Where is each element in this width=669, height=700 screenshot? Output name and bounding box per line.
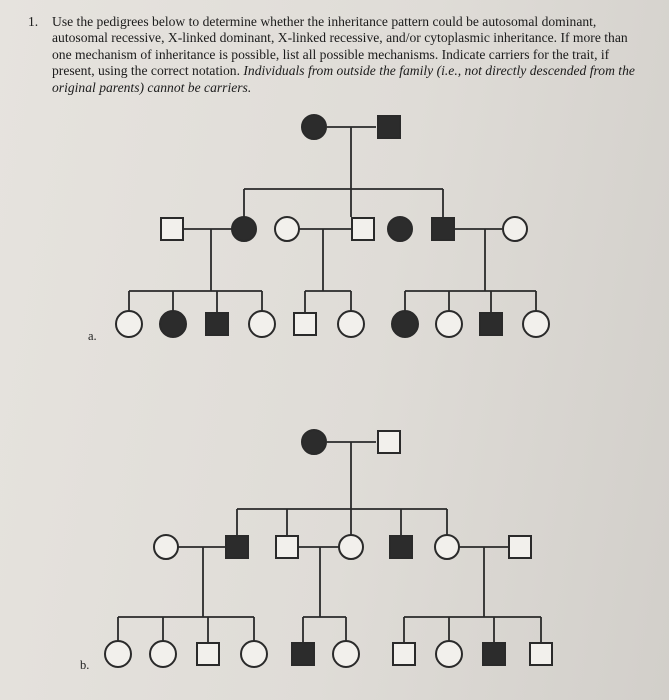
question-number: 1. bbox=[28, 14, 39, 29]
affected-male bbox=[483, 643, 505, 665]
unaffected-male bbox=[509, 536, 531, 558]
unaffected-female bbox=[154, 535, 178, 559]
unaffected-female bbox=[436, 641, 462, 667]
unaffected-female bbox=[241, 641, 267, 667]
unaffected-female bbox=[105, 641, 131, 667]
unaffected-male bbox=[197, 643, 219, 665]
unaffected-male bbox=[378, 431, 400, 453]
unaffected-male bbox=[530, 643, 552, 665]
unaffected-male bbox=[393, 643, 415, 665]
unaffected-female bbox=[150, 641, 176, 667]
unaffected-male bbox=[276, 536, 298, 558]
affected-male bbox=[292, 643, 314, 665]
unaffected-female bbox=[435, 535, 459, 559]
unaffected-female bbox=[339, 535, 363, 559]
affected-female bbox=[302, 430, 326, 454]
affected-male bbox=[226, 536, 248, 558]
part-a-label: a. bbox=[88, 329, 97, 343]
question-italic-text: Individuals from outside the family (i.e., not directly descended from the original parents) cannot be carriers. bbox=[52, 63, 635, 95]
part-b-label: b. bbox=[80, 658, 90, 672]
unaffected-female bbox=[333, 641, 359, 667]
question-main-text: Use the pedigrees below to determine whether the inheritance pattern could be autosomal dominant, autosomal recessive, X-linked dominant, X-linked recessive, and/or cytoplasmic inheritance. If more than one mechanism of inheritance is possible, list all possible mechanisms. Indicate carriers for the trait, if present, using the correct notation. bbox=[52, 14, 628, 79]
affected-male bbox=[390, 536, 412, 558]
